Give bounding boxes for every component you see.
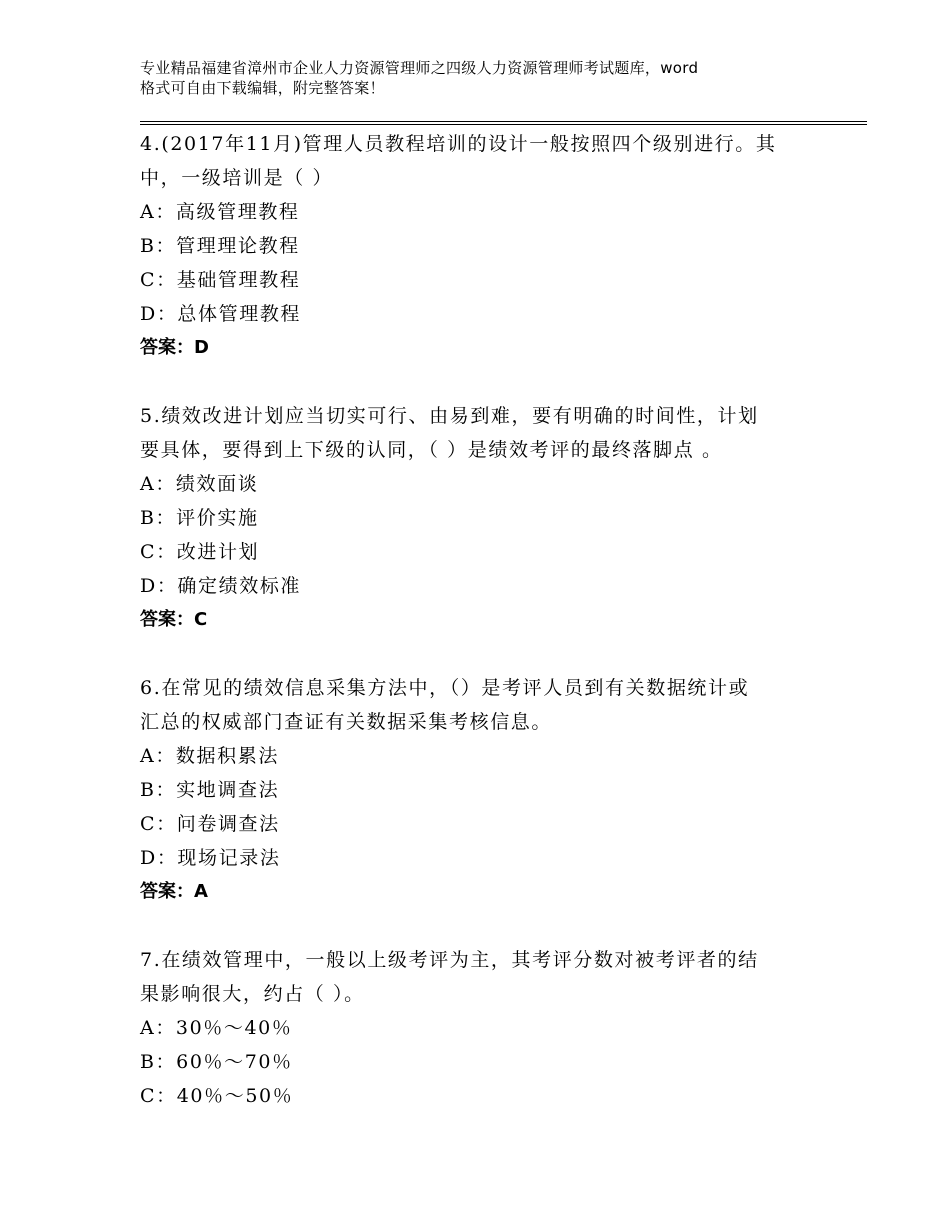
option-b: B：60％～70％ <box>140 1051 293 1073</box>
question-7 <box>140 943 840 1113</box>
option-b: B：管理理论教程 <box>140 235 300 257</box>
answer-value: A <box>194 881 208 902</box>
question-stem: 汇总的权威部门查证有关数据采集考核信息。 <box>140 711 553 733</box>
question-stem: 中，一级培训是（ ） <box>140 167 334 189</box>
option-a: A：30％～40％ <box>140 1017 293 1039</box>
answer-line <box>140 875 840 909</box>
question-5 <box>140 399 840 637</box>
answer-label: 答案： <box>140 881 194 902</box>
option-a: A：绩效面谈 <box>140 473 259 495</box>
option-c: C：问卷调查法 <box>140 813 280 835</box>
header-line-2: 格式可自由下载编辑，附完整答案！ <box>140 79 385 97</box>
question-stem: 6.在常见的绩效信息采集方法中，（）是考评人员到有关数据统计或 <box>140 677 750 699</box>
question-stem: 7.在绩效管理中，一般以上级考评为主，其考评分数对被考评者的结 <box>140 949 759 971</box>
option-c: C：基础管理教程 <box>140 269 301 291</box>
question-4 <box>140 127 840 365</box>
answer-line <box>140 331 840 365</box>
option-d: D：确定绩效标准 <box>140 575 302 597</box>
header-divider <box>140 121 867 125</box>
option-c: C：40％～50％ <box>140 1085 294 1107</box>
answer-line <box>140 603 840 637</box>
option-d: D：总体管理教程 <box>140 303 302 325</box>
document-header <box>140 58 840 98</box>
question-stem: 5.绩效改进计划应当切实可行、由易到难，要有明确的时间性，计划 <box>140 405 759 427</box>
option-d: D：现场记录法 <box>140 847 281 869</box>
option-b: B：实地调查法 <box>140 779 280 801</box>
question-stem: 果影响很大，约占（ ）。 <box>140 983 365 1005</box>
question-stem: 要具体，要得到上下级的认同，（ ）是绩效考评的最终落脚点 。 <box>140 439 723 461</box>
answer-label: 答案： <box>140 337 194 358</box>
answer-value: C <box>194 609 208 630</box>
question-list <box>140 127 840 1147</box>
question-6 <box>140 671 840 909</box>
option-a: A：数据积累法 <box>140 745 279 767</box>
answer-value: D <box>194 337 209 358</box>
option-b: B：评价实施 <box>140 507 259 529</box>
header-line-1: 专业精品福建省漳州市企业人力资源管理师之四级人力资源管理师考试题库，word <box>140 59 699 77</box>
option-c: C：改进计划 <box>140 541 260 563</box>
option-a: A：高级管理教程 <box>140 201 300 223</box>
answer-label: 答案： <box>140 609 194 630</box>
question-stem: 4.(2017年11月)管理人员教程培训的设计一般按照四个级别进行。其 <box>140 133 777 155</box>
